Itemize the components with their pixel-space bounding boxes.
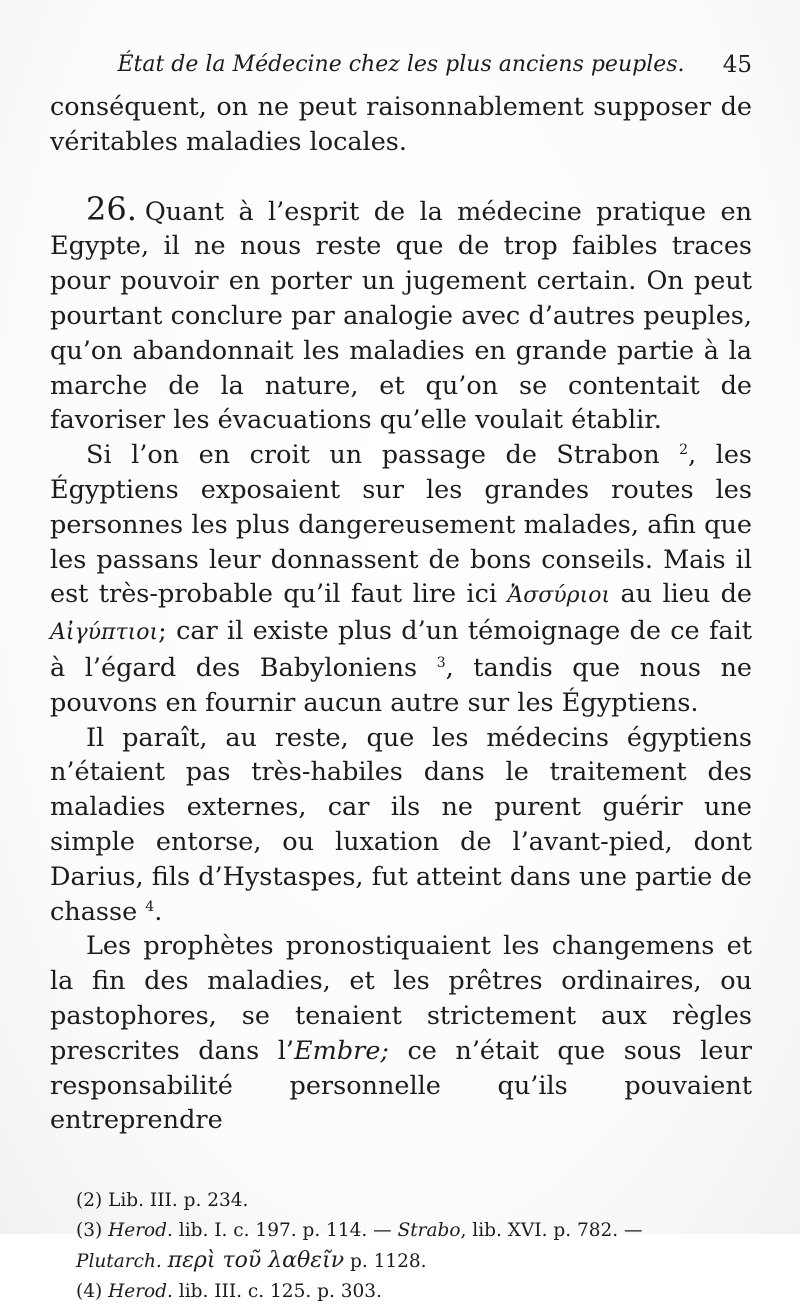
footnote-text: lib. I. c. 197. p. 114. — (178, 1220, 392, 1242)
footnote-text: p. 1128. (349, 1251, 427, 1273)
running-head (50, 40, 752, 90)
running-title: État de la Médecine chez les plus anciens peuples. (117, 52, 685, 77)
footnote-3 (76, 1216, 752, 1246)
paragraph-darius (50, 721, 752, 930)
footnote-ref-3: 3 (436, 654, 446, 671)
footnote-2 (76, 1186, 752, 1216)
footnote-text: , lib. XVI. p. 782. — (460, 1220, 643, 1242)
paragraph-prophetes (50, 929, 752, 1138)
footnote-author: Plutarch. (76, 1251, 162, 1273)
paragraph-text: Les prophètes pronostiquaient les changemens et la fin des maladies, et les prêtres ordinaires, ou pastophores, se tenaient strictement aux règles prescrites dans l’ (50, 931, 752, 1066)
paragraph-text: ce n’était que sous leur responsabilité personnelle qu’ils pouvaient entreprendre (50, 1035, 752, 1136)
footnote-text: Lib. III. p. 234. (108, 1190, 249, 1212)
paragraph-text: ; car il existe plus d’un témoignage de ce fait à l’égard des Babyloniens (50, 616, 752, 683)
footnotes (50, 1186, 752, 1307)
footnote-4 (76, 1277, 752, 1307)
paragraph-text: . (154, 896, 163, 927)
section-number: 26. (86, 189, 137, 228)
footnote-greek-title: περὶ τοῦ λαθεῖν (167, 1248, 345, 1274)
footnote-mark: (2) (76, 1190, 103, 1212)
page-number: 45 (722, 52, 752, 78)
footnote-author: Herod. (108, 1281, 173, 1303)
greek-word-assyrioi: Ἀσσύριοι (507, 583, 611, 609)
greek-word-aigyptioi: Αἰγύπτιοι (50, 620, 159, 646)
paragraph-text: Quant à l’esprit de la médecine pratique en Egypte, il ne nous reste que de trop faibles traces pour pouvoir en porter un jugement certain. On peut pourtant conclure par analogie avec d’autres peuples, qu’on abandonnait les maladies en grande partie à la marche de la nature, et qu’on se contentait de favoriser les évacuations qu’elle voulait établir. (50, 196, 752, 436)
paragraph-strabon (50, 438, 752, 720)
embre-term: Embre; (294, 1035, 390, 1066)
footnote-3-continued (76, 1246, 752, 1277)
footnote-ref-2: 2 (679, 442, 689, 459)
body-text (50, 90, 752, 1138)
paragraph-text: Il paraît, au reste, que les médecins égyptiens n’étaient pas très-habiles dans le traitement des maladies externes, car ils ne purent guérir une simple entorse, ou luxation de l’avant-pied, dont Darius, fils d’Hystaspes, fut atteint dans une partie de chasse (50, 722, 752, 927)
footnote-mark: (4) (76, 1281, 103, 1303)
footnote-text: lib. III. c. 125. p. 303. (178, 1281, 382, 1303)
footnote-mark: (3) (76, 1220, 103, 1242)
paragraph-text: Si l’on en croit un passage de Strabon (86, 440, 660, 471)
paragraph-section-26 (50, 189, 752, 439)
paragraph-text: au lieu de (620, 579, 753, 610)
footnote-author: Herod. (108, 1220, 173, 1242)
paragraph-text: , tandis que nous ne pouvons en fournir aucun autre sur les Égyptiens. (50, 652, 753, 718)
paragraph-text: , les Égyptiens exposaient sur les grandes routes les personnes les plus dangereusement malades, afin que les passans leur donnassent de bons conseils. Mais il est très-probable qu’il faut lire ici (50, 440, 752, 610)
paragraph-continuation: conséquent, on ne peut raisonnablement supposer de véritables maladies locales. (50, 92, 752, 157)
footnote-ref-4: 4 (145, 898, 155, 915)
footnote-author: Strabo (397, 1220, 461, 1242)
